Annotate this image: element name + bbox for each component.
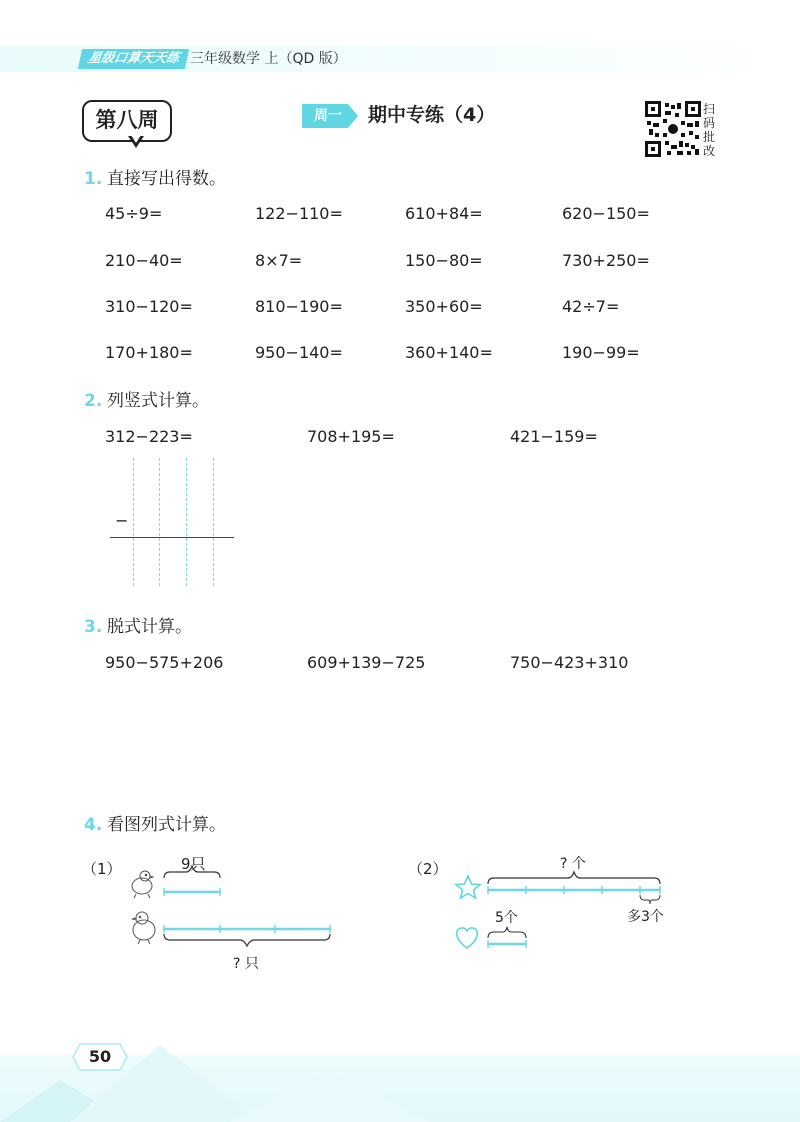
section-4-title: 看图列式计算。: [107, 815, 226, 835]
problem: 421−159=: [510, 427, 598, 446]
chick-icon: [132, 871, 153, 898]
digit-guide-line: [213, 458, 214, 586]
figure-2-top-value: ? 个: [560, 856, 586, 872]
problem: 350+60=: [405, 297, 483, 316]
section-2-number: 2.: [84, 391, 103, 411]
problem: 310−120=: [105, 297, 193, 316]
problem: 45÷9=: [105, 204, 163, 223]
minus-sign: −: [115, 511, 129, 530]
figure-2-diagram: [450, 864, 670, 956]
series-tag: 星级口算天天练: [78, 49, 189, 69]
qr-label-char: 改: [703, 144, 716, 158]
problem: 750−423+310: [510, 653, 629, 672]
section-3-title: 脱式计算。: [107, 617, 192, 637]
problem: 210−40=: [105, 251, 183, 270]
calc-underline: [110, 537, 234, 538]
section-2-title: 列竖式计算。: [107, 391, 209, 411]
section-3-number: 3.: [84, 617, 103, 637]
problem: 620−150=: [562, 204, 650, 223]
figure-1-diagram: [120, 864, 340, 956]
day-tag: 周一: [314, 108, 342, 124]
problem: 150−80=: [405, 251, 483, 270]
qr-label: [703, 102, 717, 158]
section-1-title: 直接写出得数。: [107, 169, 226, 189]
heart-icon: [457, 928, 478, 948]
week-badge: 第八周: [82, 100, 172, 142]
problem: 312−223=: [105, 427, 193, 446]
problem: 810−190=: [255, 297, 343, 316]
qr-label-char: 扫: [703, 102, 716, 116]
digit-guide-line: [159, 458, 160, 586]
figure-2-bottom-value: 5个: [495, 910, 518, 926]
problem: 170+180=: [105, 343, 193, 362]
lesson-title: 期中专练（4）: [368, 104, 496, 126]
figure-2-extra: 多3个: [627, 909, 664, 925]
chick-icon: [132, 912, 155, 944]
problem: 122−110=: [255, 204, 343, 223]
digit-guide-line: [186, 458, 187, 586]
problem: 360+140=: [405, 343, 493, 362]
star-icon: [456, 876, 480, 898]
qr-code-icon[interactable]: [645, 101, 701, 157]
problem: 42÷7=: [562, 297, 620, 316]
qr-label-char: 码: [703, 116, 716, 130]
problem: 610+84=: [405, 204, 483, 223]
section-4-number: 4.: [84, 815, 103, 835]
section-1-number: 1.: [84, 169, 103, 189]
page-number: 50: [88, 1047, 112, 1066]
problem: 730+250=: [562, 251, 650, 270]
figure-1-label: （1）: [82, 860, 122, 878]
figure-1-bottom-value: ? 只: [233, 956, 259, 972]
problem: 8×7=: [255, 251, 303, 270]
book-title: 三年级数学 上（QD 版）: [190, 51, 347, 67]
problem: 950−575+206: [105, 653, 224, 672]
figure-1-top-value: 9只: [181, 855, 206, 873]
digit-guide-line: [133, 458, 134, 586]
week-badge-tail-inner: [131, 135, 141, 143]
figure-2-label: （2）: [408, 860, 448, 878]
qr-label-char: 批: [703, 130, 716, 144]
problem: 950−140=: [255, 343, 343, 362]
problem: 708+195=: [307, 427, 395, 446]
problem: 190−99=: [562, 343, 640, 362]
problem: 609+139−725: [307, 653, 426, 672]
